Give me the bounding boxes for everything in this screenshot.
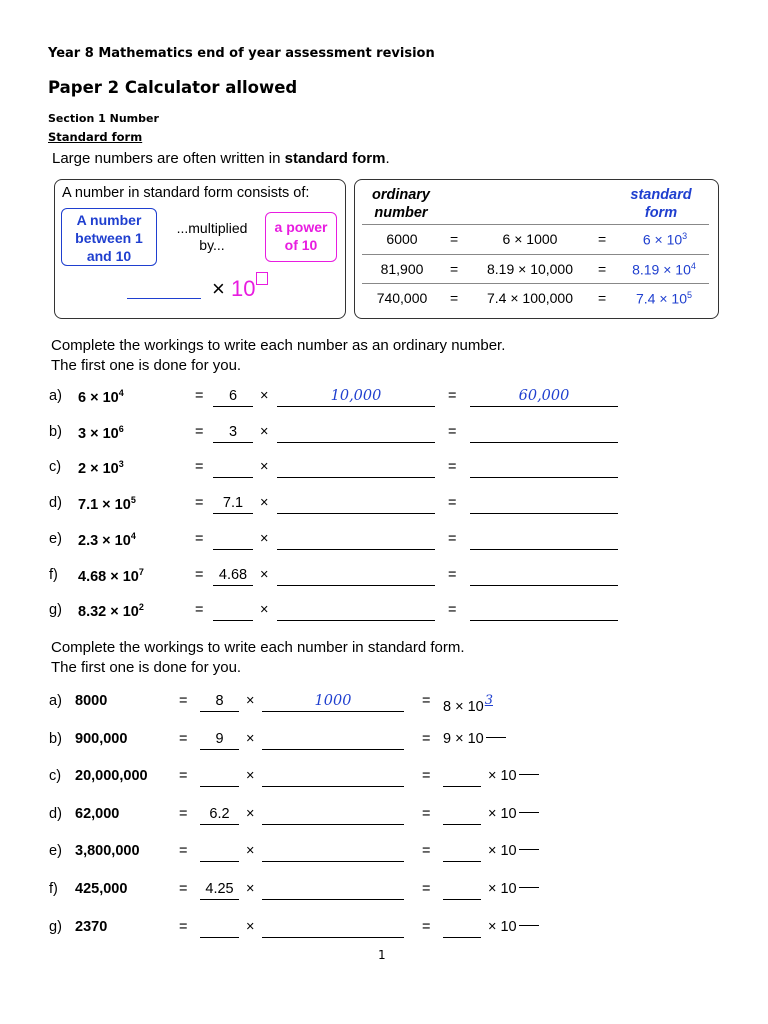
product-cell: 6 × 1000 xyxy=(502,231,558,247)
question-label: f) xyxy=(49,567,58,583)
power-blank[interactable] xyxy=(262,767,404,787)
page-number: 1 xyxy=(378,948,386,962)
answer-blank[interactable] xyxy=(470,423,618,443)
expr-exponent: 4 xyxy=(118,388,124,398)
multiplier-blank[interactable] xyxy=(200,842,239,862)
exponent-blank[interactable] xyxy=(519,812,539,813)
times-sign: × xyxy=(246,693,255,709)
expr-base: 6 × 10 xyxy=(78,389,119,406)
equals-sign: = xyxy=(448,424,457,440)
equals-sign: = xyxy=(448,567,457,583)
expr-exponent: 5 xyxy=(130,495,136,505)
question-expression xyxy=(78,495,136,513)
times-sign: × xyxy=(260,459,269,475)
question-label: a) xyxy=(49,693,62,709)
multiplier-blank[interactable] xyxy=(213,530,253,550)
question-number: 62,000 xyxy=(75,806,120,822)
times-ten-text xyxy=(488,881,539,897)
expr-exponent: 7 xyxy=(138,567,144,577)
question-expression xyxy=(78,531,136,549)
times-ten-text xyxy=(488,843,539,859)
multiplier-answer-blank[interactable] xyxy=(443,918,481,938)
multiplier-blank[interactable] xyxy=(213,601,253,621)
standard-cell xyxy=(620,290,708,307)
power-blank[interactable]: 10,000 xyxy=(277,387,435,407)
std-base: 6 × 10 xyxy=(642,231,683,248)
product-cell: 8.19 × 10,000 xyxy=(486,261,574,277)
times-sign: × xyxy=(246,731,255,747)
exponent-blank[interactable] xyxy=(519,925,539,926)
equals-sign: = xyxy=(195,531,204,547)
question-number: 425,000 xyxy=(75,881,128,897)
result-prefix: 9 × 10 xyxy=(443,731,484,747)
times-ten-label: × 10 xyxy=(488,768,517,784)
standard-form-result xyxy=(443,731,506,747)
times-ten-text xyxy=(488,806,539,822)
expr-exponent: 4 xyxy=(130,531,136,541)
multiplied-by-text: ...multiplied by... xyxy=(176,220,248,253)
question-label: e) xyxy=(49,843,62,859)
part2-instruction: Complete the workings to write each number in standard form. xyxy=(51,639,465,656)
times-sign: × xyxy=(260,424,269,440)
question-expression xyxy=(78,602,144,620)
paper-title: Paper 2 Calculator allowed xyxy=(48,78,298,97)
number-between-pill xyxy=(61,208,157,266)
times-sign: × xyxy=(260,602,269,618)
equals-sign: = xyxy=(422,843,431,859)
expr-base: 3 × 10 xyxy=(78,425,119,442)
equals-sign: = xyxy=(422,919,431,935)
equals-sign: = xyxy=(422,768,431,784)
number-between-text: A number between 1 and 10 xyxy=(75,212,143,264)
table-divider xyxy=(362,283,709,284)
equals-sign: = xyxy=(422,731,431,747)
answer-blank[interactable] xyxy=(470,601,618,621)
equals-cell: = xyxy=(450,290,459,306)
question-label: g) xyxy=(49,919,62,935)
exponent-blank[interactable] xyxy=(519,887,539,888)
expr-exponent: 6 xyxy=(118,424,124,434)
times-ten-label: × 10 xyxy=(488,919,517,935)
expr-base: 4.68 × 10 xyxy=(78,568,139,585)
intro-post: . xyxy=(385,150,390,167)
times-sign: × xyxy=(246,843,255,859)
power-blank[interactable] xyxy=(262,805,404,825)
equals-sign: = xyxy=(195,495,204,511)
ordinary-cell: 740,000 xyxy=(376,290,428,306)
power-blank[interactable] xyxy=(277,423,435,443)
answer-blank[interactable] xyxy=(470,530,618,550)
times-sign: × xyxy=(246,806,255,822)
question-expression xyxy=(78,388,124,406)
std-base: 8.19 × 10 xyxy=(632,261,691,278)
intro-pre: Large numbers are often written in xyxy=(52,150,285,167)
equals-sign: = xyxy=(448,531,457,547)
intro-text xyxy=(52,150,390,167)
exponent-blank[interactable] xyxy=(486,737,506,738)
question-expression xyxy=(78,424,124,442)
standard-cell xyxy=(618,261,710,278)
equals-sign: = xyxy=(448,602,457,618)
exponent-blank[interactable] xyxy=(519,849,539,850)
question-label: a) xyxy=(49,388,62,404)
times-sign: × xyxy=(260,567,269,583)
answer-blank[interactable]: 60,000 xyxy=(470,387,618,407)
times-sign: × xyxy=(212,276,225,301)
times-ten-label: × 10 xyxy=(488,843,517,859)
exponent-box-icon xyxy=(256,272,268,285)
times-sign: × xyxy=(260,388,269,404)
power-blank[interactable] xyxy=(277,601,435,621)
std-base: 7.4 × 10 xyxy=(635,290,687,307)
standard-form-result xyxy=(443,693,493,715)
equals-cell: = xyxy=(450,261,459,277)
equals-sign: = xyxy=(179,919,188,935)
equals-sign: = xyxy=(195,567,204,583)
equals-sign: = xyxy=(179,693,188,709)
equals-sign: = xyxy=(422,693,431,709)
question-number: 20,000,000 xyxy=(75,768,148,784)
equals-sign: = xyxy=(422,806,431,822)
times-ten-text xyxy=(488,768,539,784)
section-title: Section 1 Number xyxy=(48,112,159,125)
std-exponent: 4 xyxy=(690,261,696,271)
exponent-blank[interactable] xyxy=(519,774,539,775)
question-label: e) xyxy=(49,531,62,547)
times-ten-label: × 10 xyxy=(488,881,517,897)
expr-base: 2 × 10 xyxy=(78,460,119,477)
power-blank[interactable] xyxy=(277,458,435,478)
question-expression xyxy=(78,567,144,585)
part1-instruction: Complete the workings to write each number as an ordinary number. xyxy=(51,337,506,354)
power-blank[interactable] xyxy=(277,530,435,550)
ordinary-cell: 81,900 xyxy=(380,261,424,277)
question-label: d) xyxy=(49,495,62,511)
times-ten-label: × 10 xyxy=(488,806,517,822)
table-divider xyxy=(362,224,709,225)
power-blank[interactable] xyxy=(262,842,404,862)
equals-sign: = xyxy=(448,459,457,475)
multiplier-blank[interactable]: 4.25 xyxy=(200,880,239,900)
equals-cell: = xyxy=(450,231,459,247)
equals-sign: = xyxy=(195,602,204,618)
equals-sign: = xyxy=(179,843,188,859)
power-blank[interactable] xyxy=(262,730,404,750)
multiplier-answer-blank[interactable] xyxy=(443,842,481,862)
power-blank[interactable]: 1000 xyxy=(262,692,404,712)
product-cell: 7.4 × 100,000 xyxy=(486,290,574,306)
result-exponent[interactable]: 3 xyxy=(484,693,493,708)
std-exponent: 3 xyxy=(682,231,688,241)
part2-instruction-note: The first one is done for you. xyxy=(51,659,242,676)
times-sign: × xyxy=(246,881,255,897)
times-ten-power xyxy=(212,272,268,302)
expr-base: 2.3 × 10 xyxy=(78,532,131,549)
expr-base: 8.32 × 10 xyxy=(78,603,139,620)
question-label: c) xyxy=(49,768,62,784)
question-label: f) xyxy=(49,881,58,897)
equals-sign: = xyxy=(179,731,188,747)
times-sign: × xyxy=(260,531,269,547)
topic-title: Standard form xyxy=(48,130,143,144)
intro-bold: standard form xyxy=(284,150,386,167)
question-number: 900,000 xyxy=(75,731,128,747)
equals-cell: = xyxy=(598,231,607,247)
multiplier-blank[interactable]: 3 xyxy=(213,423,253,443)
multiplier-blank[interactable]: 4.68 xyxy=(213,566,253,586)
equals-cell: = xyxy=(598,290,607,306)
multiplier-blank[interactable] xyxy=(213,458,253,478)
multiplier-blank[interactable]: 8 xyxy=(200,692,239,712)
equals-sign: = xyxy=(422,881,431,897)
equals-sign: = xyxy=(195,459,204,475)
multiplier-answer-blank[interactable] xyxy=(443,805,481,825)
times-sign: × xyxy=(246,919,255,935)
power-blank[interactable] xyxy=(277,494,435,514)
equals-cell: = xyxy=(598,261,607,277)
power-blank[interactable] xyxy=(262,918,404,938)
multiplier-blank[interactable]: 6 xyxy=(213,387,253,407)
equals-sign: = xyxy=(179,881,188,897)
equals-sign: = xyxy=(448,388,457,404)
power-blank[interactable] xyxy=(277,566,435,586)
question-label: b) xyxy=(49,424,62,440)
expr-exponent: 3 xyxy=(118,459,124,469)
question-label: d) xyxy=(49,806,62,822)
multiplier-blank[interactable]: 6.2 xyxy=(200,805,239,825)
standard-form-header: standard form xyxy=(630,187,692,221)
times-sign: × xyxy=(246,768,255,784)
multiplier-blank[interactable]: 9 xyxy=(200,730,239,750)
multiplier-blank[interactable] xyxy=(200,918,239,938)
question-number: 2370 xyxy=(75,919,108,935)
multiplier-answer-blank[interactable] xyxy=(443,880,481,900)
multiplier-blank[interactable] xyxy=(200,767,239,787)
answer-blank[interactable] xyxy=(470,494,618,514)
times-ten-text xyxy=(488,919,539,935)
expr-exponent: 2 xyxy=(138,602,144,612)
times-sign: × xyxy=(260,495,269,511)
ten-base: 10 xyxy=(230,276,256,301)
answer-blank[interactable] xyxy=(470,458,618,478)
ordinary-number-header: ordinary number xyxy=(371,187,430,221)
question-label: c) xyxy=(49,459,62,475)
multiplier-blank[interactable]: 7.1 xyxy=(213,494,253,514)
number-blank-line xyxy=(127,298,201,299)
multiplier-answer-blank[interactable] xyxy=(443,767,481,787)
power-of-ten-text: a power of 10 xyxy=(274,219,328,253)
question-expression xyxy=(78,459,124,477)
ordinary-cell: 6000 xyxy=(386,231,418,247)
std-exponent: 5 xyxy=(686,290,692,300)
power-blank[interactable] xyxy=(262,880,404,900)
equals-sign: = xyxy=(179,768,188,784)
standard-cell xyxy=(622,231,708,248)
part1-instruction-note: The first one is done for you. xyxy=(51,357,242,374)
question-number: 8000 xyxy=(75,693,108,709)
power-of-ten-pill xyxy=(265,212,337,262)
question-number: 3,800,000 xyxy=(75,843,140,859)
consists-text: A number in standard form consists of: xyxy=(62,185,310,201)
expr-base: 7.1 × 10 xyxy=(78,496,131,513)
question-label: b) xyxy=(49,731,62,747)
document-title: Year 8 Mathematics end of year assessment revision xyxy=(48,46,435,61)
equals-sign: = xyxy=(195,388,204,404)
table-divider xyxy=(362,254,709,255)
equals-sign: = xyxy=(195,424,204,440)
equals-sign: = xyxy=(448,495,457,511)
answer-blank[interactable] xyxy=(470,566,618,586)
result-prefix: 8 × 10 xyxy=(443,699,484,715)
question-label: g) xyxy=(49,602,62,618)
equals-sign: = xyxy=(179,806,188,822)
